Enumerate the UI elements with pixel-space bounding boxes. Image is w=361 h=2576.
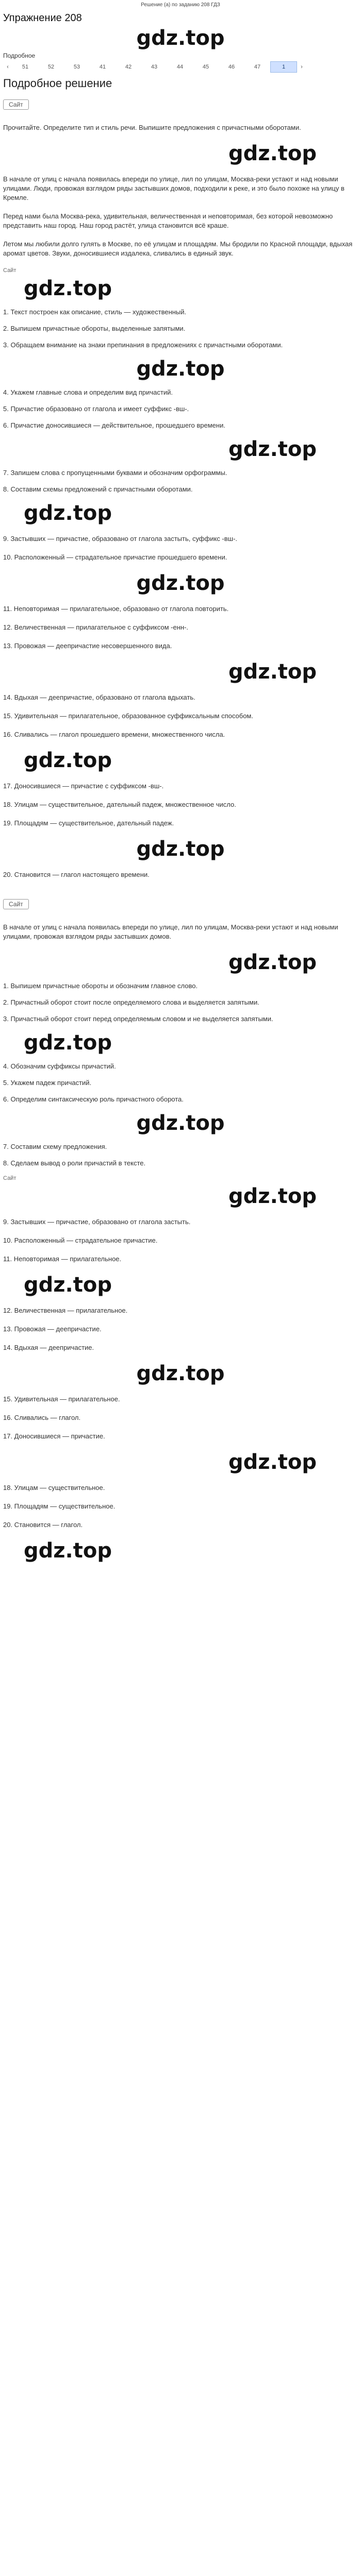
text-line: 10. Расположенный — страдательное причастие прошедшего времени.: [3, 553, 227, 561]
text-line: 9. Застывших — причастие, образовано от глагола застыть.: [3, 1218, 191, 1226]
watermark: gdz.top: [136, 571, 225, 595]
solution-title: Подробное решение: [3, 77, 112, 90]
text-line: 14. Вдыхая — деепричастие, образовано от глагола вдыхать.: [3, 693, 195, 701]
pager: [3, 61, 358, 73]
watermark: gdz.top: [228, 1450, 317, 1474]
pager-item[interactable]: 45: [202, 64, 209, 70]
section-tag: Сайт: [3, 99, 29, 110]
pager-item[interactable]: 47: [254, 64, 261, 70]
watermark: gdz.top: [136, 357, 225, 381]
text-line: 20. Становится — глагол.: [3, 1521, 83, 1529]
text-line: 14. Вдыхая — деепричастие.: [3, 1344, 94, 1351]
pager-prev[interactable]: ‹: [7, 64, 9, 70]
text-line: 1. Выпишем причастные обороты и обозначим главное слово.: [3, 982, 198, 990]
text-line: 8. Сделаем вывод о роли причастий в тексте.: [3, 1159, 146, 1167]
watermark: gdz.top: [136, 837, 225, 861]
pager-item[interactable]: 51: [22, 64, 29, 70]
text-line: 16. Сливались — глагол прошедшего времени, множественного числа.: [3, 731, 225, 738]
detail-label: Подробное: [3, 52, 36, 59]
pager-item[interactable]: 42: [125, 64, 132, 70]
top-note: Решение (а) по заданию 208 ГДЗ: [141, 2, 220, 8]
pager-item-active[interactable]: 1: [270, 61, 297, 73]
text-line: 9. Застывших — причастие, образовано от глагола застыть, суффикс -вш-.: [3, 535, 238, 543]
small-note: Сайт: [3, 267, 17, 274]
text-line: 12. Величественная — прилагательное с суффиксом -енн-.: [3, 623, 188, 631]
text-line: 17. Доносившиеся — причастие с суффиксом -вш-.: [3, 782, 164, 790]
pager-item[interactable]: 41: [99, 64, 106, 70]
text-line: 3. Обращаем внимание на знаки препинания в предложениях с причастными оборотами.: [3, 341, 283, 349]
text-line: В начале от улиц с начала появилась впереди по улице, лил по улицам, Москва-реки устают и над новыми улицами. Люди, провожая взглядом ряды застывших домов, подходили к реке, и это было похоже на улицу в Кремле.: [3, 175, 344, 201]
text-line: 4. Обозначим суффиксы причастий.: [3, 1062, 116, 1070]
pager-item[interactable]: 52: [47, 64, 55, 70]
text-line: 1. Текст построен как описание, стиль — художественный.: [3, 308, 187, 316]
text-line: В начале от улиц с начала появилась впереди по улице, лил по улицам, Москва-реки устают и над новыми улицами, провожая взглядом ряды застывших домов.: [3, 923, 338, 940]
text-line: Летом мы любили долго гулять в Москве, по её улицам и площадям. Мы бродили по Красной площади, вдыхая аромат цветов. Звуки, доносившиеся издалека, сливались в единый звук.: [3, 240, 353, 257]
text-line: 19. Площадям — существительное, дательный падеж.: [3, 819, 174, 827]
text-line: 5. Укажем падеж причастий.: [3, 1079, 92, 1087]
small-note: Сайт: [3, 1175, 17, 1181]
pager-item[interactable]: 53: [73, 64, 80, 70]
watermark: gdz.top: [24, 1273, 112, 1297]
text-line: 6. Причастие доносившиеся — действительное, прошедшего времени.: [3, 421, 225, 429]
watermark: gdz.top: [24, 1539, 112, 1563]
text-line: 4. Укажем главные слова и определим вид причастий.: [3, 388, 173, 396]
watermark: gdz.top: [24, 1031, 112, 1055]
text-line: 7. Запишем слова с пропущенными буквами и обозначим орфограммы.: [3, 469, 227, 477]
watermark: gdz.top: [228, 142, 317, 165]
text-line: 16. Сливались — глагол.: [3, 1414, 81, 1421]
watermark: gdz.top: [228, 951, 317, 974]
watermark: gdz.top: [136, 1362, 225, 1385]
exercise-title: Упражнение 208: [3, 12, 82, 24]
text-line: 18. Улицам — существительное, дательный падеж, множественное число.: [3, 801, 236, 808]
pager-item[interactable]: 44: [176, 64, 184, 70]
watermark: gdz.top: [24, 749, 112, 772]
text-line: 8. Составим схемы предложений с причастными оборотами.: [3, 485, 193, 493]
text-line: 10. Расположенный — страдательное причастие.: [3, 1236, 158, 1244]
text-line: 7. Составим схему предложения.: [3, 1143, 107, 1150]
watermark: gdz.top: [136, 26, 225, 50]
text-line: 20. Становится — глагол настоящего времени.: [3, 871, 150, 878]
text-line: 12. Величественная — прилагательное.: [3, 1307, 128, 1314]
watermark: gdz.top: [228, 1184, 317, 1208]
watermark: gdz.top: [24, 277, 112, 300]
watermark: gdz.top: [228, 437, 317, 461]
section-tag: Сайт: [3, 899, 29, 909]
text-line: 19. Площадям — существительное.: [3, 1502, 116, 1510]
text-line: 15. Удивительная — прилагательное, образованное суффиксальным способом.: [3, 712, 253, 720]
text-line: 6. Определим синтаксическую роль причастного оборота.: [3, 1095, 184, 1103]
watermark: gdz.top: [24, 501, 112, 525]
text-line: 11. Неповторимая — прилагательное, образовано от глагола повторить.: [3, 605, 229, 613]
text-line: 2. Выпишем причастные обороты, выделенные запятыми.: [3, 325, 186, 332]
watermark: gdz.top: [136, 1111, 225, 1135]
pager-next[interactable]: ›: [301, 64, 303, 70]
text-line: 11. Неповторимая — прилагательное.: [3, 1255, 122, 1263]
text-line: 5. Причастие образовано от глагола и имеет суффикс -вш-.: [3, 405, 189, 413]
text-line: 15. Удивительная — прилагательное.: [3, 1395, 120, 1403]
text-line: Прочитайте. Определите тип и стиль речи. Выпишите предложения с причастными оборотами.: [3, 124, 301, 131]
text-line: 3. Причастный оборот стоит перед определяемым словом и не выделяется запятыми.: [3, 1015, 273, 1023]
text-line: 18. Улицам — существительное.: [3, 1484, 105, 1492]
text-line: 17. Доносившиеся — причастие.: [3, 1432, 105, 1440]
text-line: Перед нами была Москва-река, удивительная, величественная и неповторимая, без которой невозможно представить наш город. Наш город растёт, улица становится всё краше.: [3, 212, 333, 229]
pager-item[interactable]: 46: [228, 64, 235, 70]
text-line: 2. Причастный оборот стоит после определяемого слова и выделяется запятыми.: [3, 998, 259, 1006]
text-line: 13. Провожая — деепричастие несовершенного вида.: [3, 642, 172, 650]
text-line: 13. Провожая — деепричастие.: [3, 1325, 102, 1333]
pager-item[interactable]: 43: [151, 64, 158, 70]
watermark: gdz.top: [228, 660, 317, 684]
